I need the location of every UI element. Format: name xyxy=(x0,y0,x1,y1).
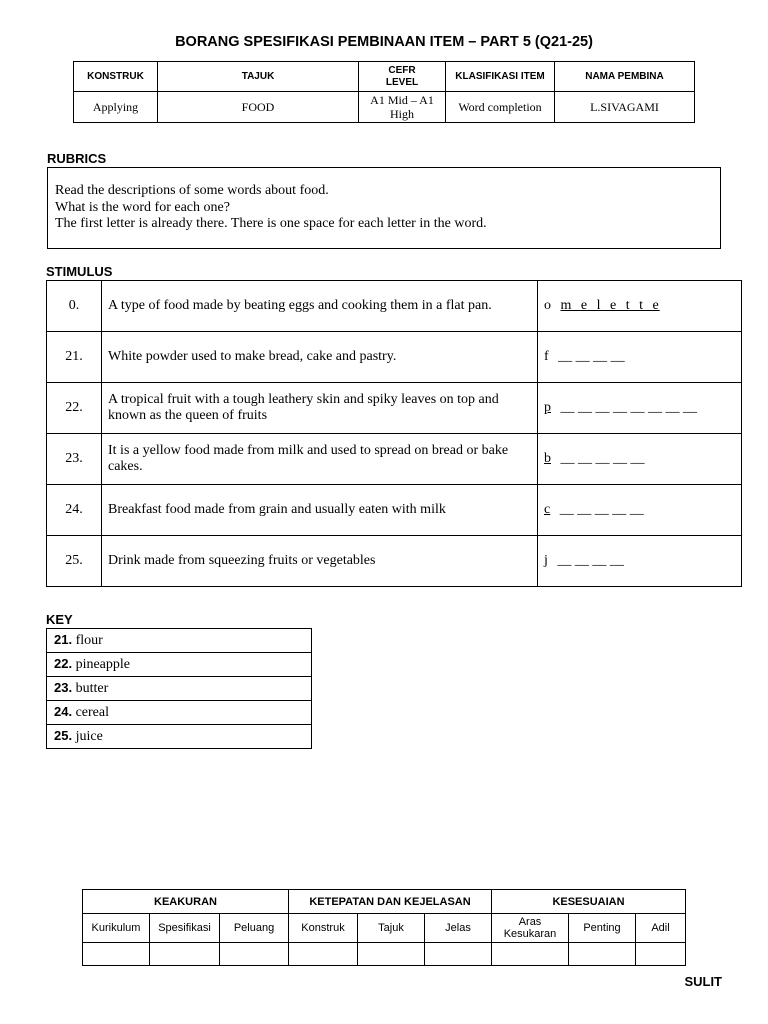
item-answer xyxy=(538,485,742,536)
stimulus-table xyxy=(46,280,742,587)
score-cell[interactable] xyxy=(636,943,686,966)
stimulus-heading: STIMULUS xyxy=(46,264,113,279)
criterion-aras-kesukaran: Aras Kesukaran xyxy=(492,914,569,943)
stimulus-row xyxy=(47,485,742,536)
criterion-penting: Penting xyxy=(569,914,636,943)
answer-blanks: __ __ __ __ __ xyxy=(559,501,644,517)
value-konstruk: Applying xyxy=(74,92,158,123)
value-klasifikasi-item: Word completion xyxy=(446,92,555,123)
item-description: White powder used to make bread, cake and pastry. xyxy=(102,332,538,383)
criterion-adil: Adil xyxy=(636,914,686,943)
score-cell[interactable] xyxy=(492,943,569,966)
criterion-spesifikasi: Spesifikasi xyxy=(150,914,220,943)
item-answer xyxy=(538,281,742,332)
first-letter: o xyxy=(544,297,551,313)
first-letter: j xyxy=(544,552,548,568)
key-item xyxy=(47,653,312,677)
criterion-jelas: Jelas xyxy=(425,914,492,943)
page-title: BORANG SPESIFIKASI PEMBINAAN ITEM – PART 5 (Q21-25) xyxy=(175,34,593,50)
key-answer: cereal xyxy=(75,705,109,720)
item-number: 22. xyxy=(47,383,102,434)
first-letter: f xyxy=(544,348,549,364)
key-number: 24. xyxy=(54,704,73,719)
item-number: 23. xyxy=(47,434,102,485)
item-description: Breakfast food made from grain and usually eaten with milk xyxy=(102,485,538,536)
header-cefr-level: CEFR LEVEL xyxy=(359,62,446,92)
key-number: 25. xyxy=(54,728,73,743)
rubric-line: Read the descriptions of some words about food. xyxy=(55,183,329,198)
key-item xyxy=(47,629,312,653)
item-number: 25. xyxy=(47,536,102,587)
rubric-line: The first letter is already there. There is one space for each letter in the word. xyxy=(55,216,487,231)
footer-sulit: SULIT xyxy=(684,974,722,989)
answer-blanks: __ __ __ __ __ xyxy=(560,450,645,466)
item-description: A tropical fruit with a tough leathery skin and spiky leaves on top and known as the queen of fruits xyxy=(102,383,538,434)
key-answer: butter xyxy=(75,681,109,696)
criterion-konstruk: Konstruk xyxy=(289,914,358,943)
header-tajuk: TAJUK xyxy=(158,62,359,92)
stimulus-row xyxy=(47,383,742,434)
score-cell[interactable] xyxy=(425,943,492,966)
key-answer: flour xyxy=(75,633,103,648)
evaluation-table xyxy=(82,889,686,966)
item-description: A type of food made by beating eggs and cooking them in a flat pan. xyxy=(102,281,538,332)
rubrics-heading: RUBRICS xyxy=(47,151,107,166)
score-cell[interactable] xyxy=(83,943,150,966)
rubrics-box xyxy=(47,167,721,249)
value-cefr-level: A1 Mid – A1 High xyxy=(359,92,446,123)
answer-key-table xyxy=(46,628,312,749)
key-answer: pineapple xyxy=(75,657,130,672)
item-number: 0. xyxy=(47,281,102,332)
value-tajuk: FOOD xyxy=(158,92,359,123)
group-ketepatan-dan-kejelasan: KETEPATAN DAN KEJELASAN xyxy=(289,890,492,914)
answer-blanks: __ __ __ __ __ __ __ __ xyxy=(560,399,697,415)
stimulus-row xyxy=(47,332,742,383)
header-konstruk: KONSTRUK xyxy=(74,62,158,92)
item-metadata-table xyxy=(73,61,695,123)
criterion-peluang: Peluang xyxy=(220,914,289,943)
stimulus-row xyxy=(47,281,742,332)
score-cell[interactable] xyxy=(358,943,425,966)
item-number: 21. xyxy=(47,332,102,383)
key-number: 23. xyxy=(54,680,73,695)
first-letter: c xyxy=(544,501,551,517)
rubric-line: What is the word for each one? xyxy=(55,199,230,215)
stimulus-row xyxy=(47,434,742,485)
item-answer xyxy=(538,383,742,434)
key-item xyxy=(47,677,312,701)
item-number: 24. xyxy=(47,485,102,536)
item-answer xyxy=(538,536,742,587)
score-cell[interactable] xyxy=(220,943,289,966)
score-cell[interactable] xyxy=(569,943,636,966)
key-number: 21. xyxy=(54,632,73,647)
first-letter: p xyxy=(544,399,551,415)
item-description: Drink made from squeezing fruits or vegetables xyxy=(102,536,538,587)
header-klasifikasi-item: KLASIFIKASI ITEM xyxy=(446,62,555,92)
key-item xyxy=(47,701,312,725)
answer-blanks: __ __ __ __ xyxy=(558,348,625,364)
key-answer: juice xyxy=(75,729,103,744)
stimulus-row xyxy=(47,536,742,587)
item-description: It is a yellow food made from milk and used to spread on bread or bake cakes. xyxy=(102,434,538,485)
group-keakuran: KEAKURAN xyxy=(83,890,289,914)
first-letter: b xyxy=(544,450,551,466)
criterion-tajuk: Tajuk xyxy=(358,914,425,943)
value-nama-pembina: L.SIVAGAMI xyxy=(555,92,695,123)
answer-letters: m e l e t t e xyxy=(560,297,660,313)
key-heading: KEY xyxy=(46,612,73,627)
item-answer xyxy=(538,434,742,485)
score-cell[interactable] xyxy=(289,943,358,966)
key-item xyxy=(47,725,312,749)
group-kesesuaian: KESESUAIAN xyxy=(492,890,686,914)
item-answer xyxy=(538,332,742,383)
key-number: 22. xyxy=(54,656,73,671)
criterion-kurikulum: Kurikulum xyxy=(83,914,150,943)
score-cell[interactable] xyxy=(150,943,220,966)
header-nama-pembina: NAMA PEMBINA xyxy=(555,62,695,92)
answer-blanks: __ __ __ __ xyxy=(557,552,624,568)
